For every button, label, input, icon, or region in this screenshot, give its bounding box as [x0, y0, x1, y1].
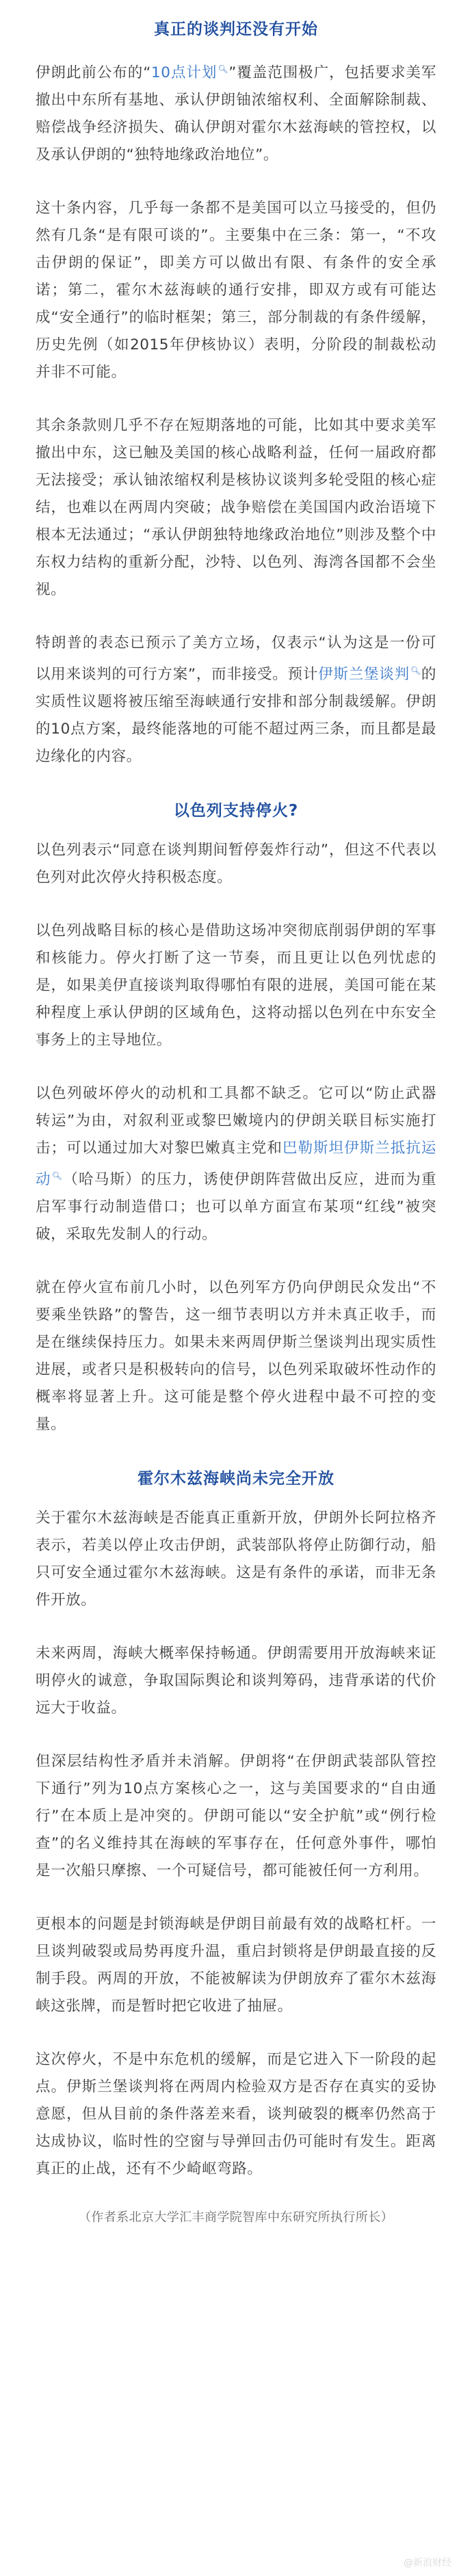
paragraph: [36, 1748, 436, 1885]
search-icon[interactable]: 🔍︎: [218, 64, 229, 74]
paragraph: [36, 1505, 436, 1614]
text-run: 但深层结构性矛盾并未消解。伊朗将“在伊朗武装部队管控下通行”列为10点方案核心之一，这与美国要求的“自由通行”在本质上是冲突的。伊朗可能以“安全护航”或“例行检查”的名义维持其在海峡的军事存在，任何意外事件，哪怕是一次船只摩擦、一个可疑信号，都可能被任何一方利用。: [36, 1753, 436, 1880]
paragraph: [36, 195, 436, 386]
section-heading: 以色列支持停火?: [173, 802, 299, 820]
text-run: ”覆盖范围极广，包括要求美军撤出中东所有基地、承认伊朗铀浓缩权利、全面解除制裁、赔偿战争经济损失、确认伊朗对霍尔木兹海峡的管控权，以及承认伊朗的“独特地缘政治地位”。: [36, 64, 436, 164]
section-heading: 真正的谈判还没有开始: [154, 21, 318, 38]
paragraph: [36, 837, 436, 891]
text-run: 特朗普的表态已预示了美方立场，仅表示“认为这是一份可以用来谈判的可行方案”，而非接受。预计: [36, 634, 436, 684]
paragraph: [36, 412, 436, 604]
author-note: （作者系北京大学汇丰商学院智库中东研究所执行所长）: [79, 2210, 393, 2225]
text-run: 就在停火宣布前几小时，以色列军方仍向伊朗民众发出“不要乘坐铁路”的警告，这一细节表明以方并未真正收手，而是在继续保持压力。如果未来两周伊斯兰堡谈判出现实质性进展，或者只是积极转向的信号，以色列采取破坏性动作的概率将显著上升。这可能是整个停火进程中最不可控的变量。: [36, 1279, 436, 1434]
paragraph: [36, 630, 436, 770]
text-run: 以色列战略目标的核心是借助这场冲突彻底削弱伊朗的军事和核能力。停火打断了这一节奏，而且更让以色列忧虑的是，如果美伊直接谈判取得哪怕有限的进展，美国可能在某种程度上承认伊朗的区域角色，这将动摇以色列在中东安全事务上的主导地位。: [36, 922, 436, 1049]
text-run: 以色列表示“同意在谈判期间暂停轰炸行动”，但这不代表以色列对此次停火持积极态度。: [36, 842, 436, 887]
search-link-hamas[interactable]: 巴勒斯坦伊斯兰抵抗运动: [36, 1140, 436, 1189]
watermark: @新浪财经: [404, 2558, 451, 2568]
text-run: 未来两周，海峡大概率保持畅通。伊朗需要用开放海峡来证明停火的诚意，争取国际舆论和谈判筹码，违背承诺的代价远大于收益。: [36, 1645, 436, 1717]
text-run: 的实质性议题将被压缩至海峡通行安排和部分制裁缓解。伊朗的10点方案，最终能落地的可能不超过两三条，而且都是最边缘化的内容。: [36, 666, 436, 766]
paragraph: [36, 917, 436, 1054]
search-icon[interactable]: 🔍︎: [51, 1171, 63, 1181]
paragraph: [36, 1911, 436, 2020]
text-run: 这次停火，不是中东危机的缓解，而是它进入下一阶段的起点。伊斯兰堡谈判将在两周内检验双方是否存在真实的妥协意愿，但从目前的条件落差来看，谈判破裂的概率仍然高于达成协议，临时性的空窗与导弹回击仍可能时有发生。距离真正的止战，还有不少崎岖弯路。: [36, 2051, 436, 2178]
search-link-10-point-plan[interactable]: 10点计划: [151, 64, 218, 82]
text-run: 其余条款则几乎不存在短期落地的可能，比如其中要求美军撤出中东，这已触及美国的核心战略利益，任何一届政府都无法接受；承认铀浓缩权利是核协议谈判多轮受阻的核心症结，也难以在两周内突破；战争赔偿在美国国内政治语境下根本无法通过；“承认伊朗独特地缘政治地位”则涉及整个中东权力结构的重新分配，沙特、以色列、海湾各国都不会坐视。: [36, 417, 436, 599]
paragraph: [36, 1080, 436, 1248]
text-run: 关于霍尔木兹海峡是否能真正重新开放，伊朗外长阿拉格齐表示，若美以停止攻击伊朗，武装部队将停止防御行动，船只可安全通过霍尔木兹海峡。这是有条件的承诺，而非无条件开放。: [36, 1510, 436, 1609]
text-run: 这十条内容，几乎每一条都不是美国可以立马接受的，但仍然有几条“是有限可谈的”。主要集中在三条：第一，“不攻击伊朗的保证”，即美方可以做出有限、有条件的安全承诺；第二，霍尔木兹海峡的通行安排，即双方或有可能达成“安全通行”的临时框架；第三，部分制裁的有条件缓解，历史先例（如2015年伊核协议）表明，分阶段的制裁松动并非不可能。: [36, 200, 436, 381]
paragraph: [36, 1640, 436, 1722]
text-run: 伊朗此前公布的“: [36, 64, 152, 82]
paragraph: [36, 2046, 436, 2183]
text-run: （哈马斯）的压力，诱使伊朗阵营做出反应，进而为重启军事行动制造借口；也可以单方面宣布某项“红线”被突破，采取先发制人的行动。: [36, 1171, 437, 1244]
text-run: 以色列破坏停火的动机和工具都不缺乏。它可以“防止武器转运”为由，对叙利亚或黎巴嫩境内的伊朗关联目标实施打击；可以通过加大对黎巴嫩真主党和: [36, 1085, 436, 1157]
paragraph: [36, 1274, 436, 1438]
search-link-islamabad-talks[interactable]: 伊斯兰堡谈判: [318, 666, 410, 684]
section-heading: 霍尔木兹海峡尚未完全开放: [137, 1470, 335, 1488]
paragraph: [36, 55, 436, 169]
search-icon[interactable]: 🔍︎: [410, 666, 421, 676]
text-run: 更根本的问题是封锁海峡是伊朗目前最有效的战略杠杆。一旦谈判破裂或局势再度升温，重启封锁将是伊朗最直接的反制手段。两周的开放，不能被解读为伊朗放弃了霍尔木兹海峡这张牌，而是暂时把它收进了抽屉。: [36, 1916, 436, 2015]
